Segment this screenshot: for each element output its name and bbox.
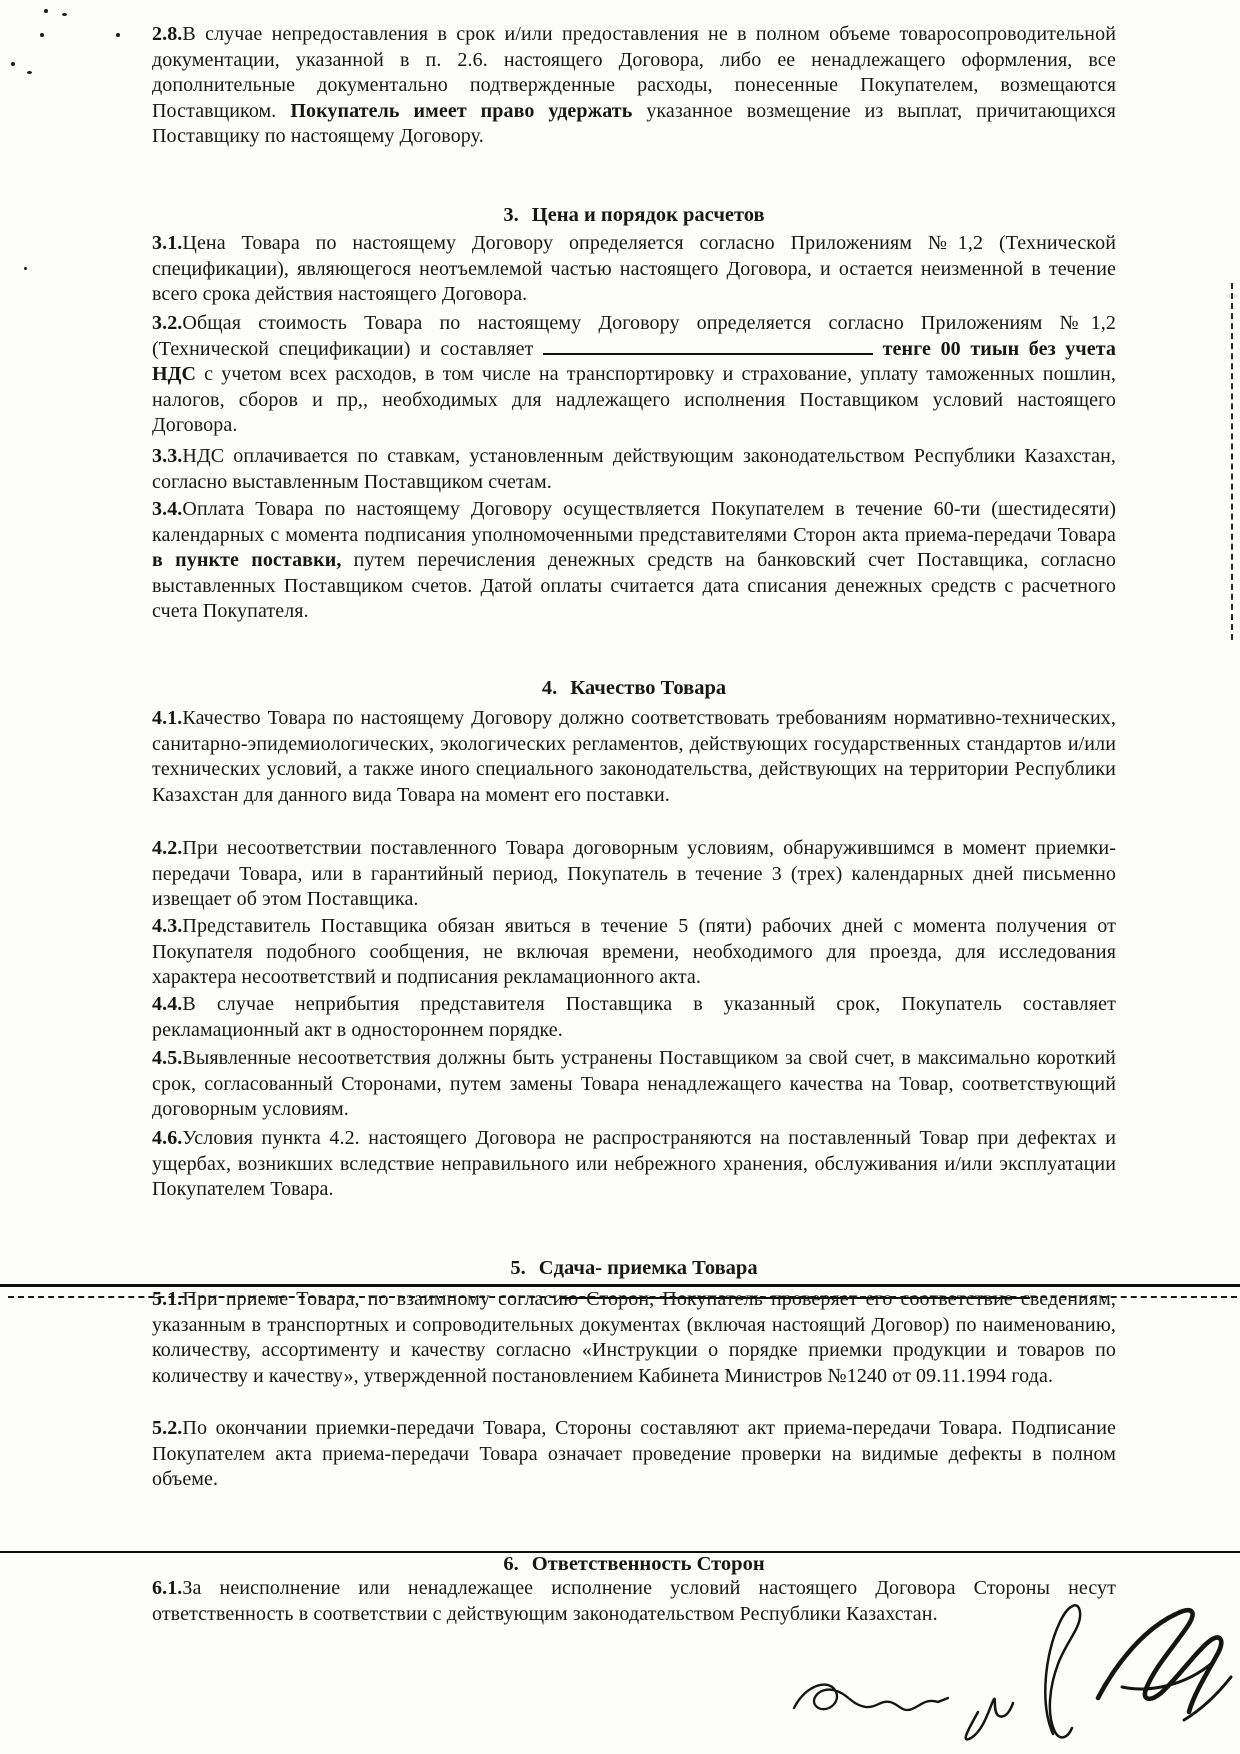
clause-3-2 xyxy=(152,311,1116,439)
clause-3-4 xyxy=(152,497,1116,625)
clause-3-3 xyxy=(152,444,1116,495)
scan-speck xyxy=(44,9,48,13)
clause-text: По окончании приемки-передачи Товара, Стороны составляют акт приема-передачи Товара. Подписание Покупателем акта приема-передачи Товара означает проведение проверки на видимые дефекты в полном объеме. xyxy=(152,1417,1116,1491)
clause-4-2 xyxy=(152,836,1116,913)
clause-text-bold: тенге 00 тиын без учета НДС xyxy=(152,337,1116,386)
section-title: Цена и порядок расчетов xyxy=(531,204,765,226)
clause-number: 3.4. xyxy=(152,498,183,520)
clause-text: Общая стоимость Товара по настоящему Договору определяется согласно Приложениям №1,2 (Технической спецификации) и составляет xyxy=(152,312,1116,360)
scan-speck xyxy=(62,13,67,16)
section-heading-5 xyxy=(152,1256,1116,1280)
amount-blank-field xyxy=(543,348,873,355)
clause-5-1 xyxy=(152,1287,1116,1389)
clause-number: 4.5. xyxy=(152,1047,183,1069)
clause-number: 5.2. xyxy=(152,1417,183,1439)
clause-number: 3.2. xyxy=(152,312,183,334)
clause-number: 4.4. xyxy=(152,993,183,1015)
section-number: 6. xyxy=(503,1553,519,1575)
section-number: 3. xyxy=(503,204,519,226)
scan-speck xyxy=(40,33,44,37)
clause-text: Качество Товара по настоящему Договору должно соответствовать требованиям нормативно-технических, санитарно-эпидемиологических, экологических регламентов, действующих государственных стандартов и/или технических условий, а также иного специального законодательства, действующих на территории Республики Казахстан для данного вида Товара на момент его поставки. xyxy=(152,707,1116,806)
section-title: Ответственность Сторон xyxy=(531,1553,765,1575)
clause-text: Представитель Поставщика обязан явиться в течение 5 (пяти) рабочих дней с момента получения от Покупателя подобного сообщения, не включая времени, необходимого для проезда, для исследования характера несоответствий и подписания рекламационного акта. xyxy=(152,915,1116,989)
clause-4-4 xyxy=(152,992,1116,1043)
clause-text: При приеме Товара, по взаимному согласию Сторон, Покупатель проверяет его соответствие сведениям, указанным в транспортных и сопроводительных документах (включая настоящий Договор) по наименованию, количеству, ассортименту и качеству согласно «Инструкции о порядке приемки продукции и товаров по количеству и качеству», утвержденной постановлением Кабинета Министров №1240 от 09.11.1994 года. xyxy=(152,1288,1116,1387)
section-heading-3 xyxy=(152,203,1116,227)
clause-text: Выявленные несоответствия должны быть устранены Поставщиком за свой счет, в максимально короткий срок, согласованный Сторонами, путем замены Товара ненадлежащего качества на Товар, соответствующий договорным условиям. xyxy=(152,1047,1116,1121)
clause-text-bold: в пункте поставки, xyxy=(152,549,342,572)
handwritten-signature-left xyxy=(788,1668,958,1728)
scan-speck xyxy=(24,267,27,270)
section-heading-6 xyxy=(152,1552,1116,1576)
clause-text: Цена Товара по настоящему Договору определяется согласно Приложениям №1,2 (Технической спецификации), являющегося неотъемлемой частью настоящего Договора, и остается неизменной в течение всего срока действия настоящего Договора. xyxy=(152,232,1116,306)
clause-text: путем перечисления денежных средств на банковский счет Поставщика, согласно выставленных Поставщиком счетов. Датой оплаты считается дата списания денежных средств с расчетного счета Покупателя. xyxy=(152,549,1116,623)
handwritten-signature-right xyxy=(1088,1600,1240,1742)
handwritten-signature-middle xyxy=(958,1582,1108,1752)
clause-number: 4.6. xyxy=(152,1127,183,1149)
clause-text: указанное возмещение из выплат, причитающихся Поставщику по настоящему Договору. xyxy=(152,99,1116,148)
scan-speck xyxy=(27,71,32,74)
section-number: 5. xyxy=(510,1257,526,1279)
clause-number: 3.3. xyxy=(152,445,183,467)
clause-3-1 xyxy=(152,231,1116,308)
clause-4-1 xyxy=(152,706,1116,808)
clause-text: Оплата Товара по настоящему Договору осуществляется Покупателем в течение 60-ти (шестидесяти) календарных с момента подписания уполномоченными представителями Сторон акта приема-передачи Товара xyxy=(152,498,1116,546)
section-title: Качество Товара xyxy=(570,677,727,699)
clause-number: 2.8. xyxy=(152,23,183,45)
clause-text: НДС оплачивается по ставкам, установленным действующим законодательством Республики Казахстан, согласно выставленным Поставщиком счетам. xyxy=(152,445,1116,493)
scan-artifact-vertical-dashes xyxy=(1231,283,1233,640)
clause-2-8 xyxy=(152,22,1116,150)
clause-number: 3.1. xyxy=(152,232,183,254)
clause-text: При несоответствии поставленного Товара договорным условиям, обнаружившимся в момент приемки-передачи Товара, или в гарантийный период, Покупатель в течение 3 (трех) календарных дней письменно извещает об этом Поставщика. xyxy=(152,837,1116,911)
clause-number: 6.1. xyxy=(152,1577,183,1599)
clause-text: В случае неприбытия представителя Поставщика в указанный срок, Покупатель составляет рекламационный акт в одностороннем порядке. xyxy=(152,993,1116,1041)
clause-number: 4.1. xyxy=(152,707,183,729)
section-number: 4. xyxy=(541,677,558,699)
section-title: Сдача- приемка Товара xyxy=(538,1257,758,1279)
clause-text: За неисполнение или ненадлежащее исполнение условий настоящего Договора Стороны несут ответственность в соответствии с действующим законодательством Республики Казахстан. xyxy=(152,1577,1116,1625)
clause-text-bold: Покупатель имеет право удержать xyxy=(290,99,633,122)
section-heading-4 xyxy=(152,676,1116,700)
clause-number: 5.1. xyxy=(152,1288,183,1310)
clause-number: 4.2. xyxy=(152,837,183,859)
scan-speck xyxy=(11,62,15,66)
clause-5-2 xyxy=(152,1416,1116,1493)
clause-text: В случае непредоставления в срок и/или предоставления не в полном объеме товаросопроводительной документации, указанной в п. 2.6. настоящего Договора, либо ее ненадлежащего оформления, все дополнительные документально подтвержденные расходы, понесенные Покупателем, возмещаются Поставщиком. xyxy=(152,23,1116,122)
clause-4-5 xyxy=(152,1046,1116,1123)
scan-speck xyxy=(116,33,120,37)
clause-text: Условия пункта 4.2. настоящего Договора не распространяются на поставленный Товар при дефектах и ущербах, возникших вследствие неправильного или небрежного хранения, обслуживания и/или эксплуатации Покупателем Товара. xyxy=(152,1127,1116,1201)
clause-4-6 xyxy=(152,1126,1116,1203)
clause-4-3 xyxy=(152,914,1116,991)
clause-text: с учетом всех расходов, в том числе на транспортировку и страхование, уплату таможенных пошлин, налогов, сборов и пр,, необходимых для надлежащего исполнения Поставщиком условий настоящего Договора. xyxy=(152,363,1116,437)
clause-number: 4.3. xyxy=(152,915,183,937)
